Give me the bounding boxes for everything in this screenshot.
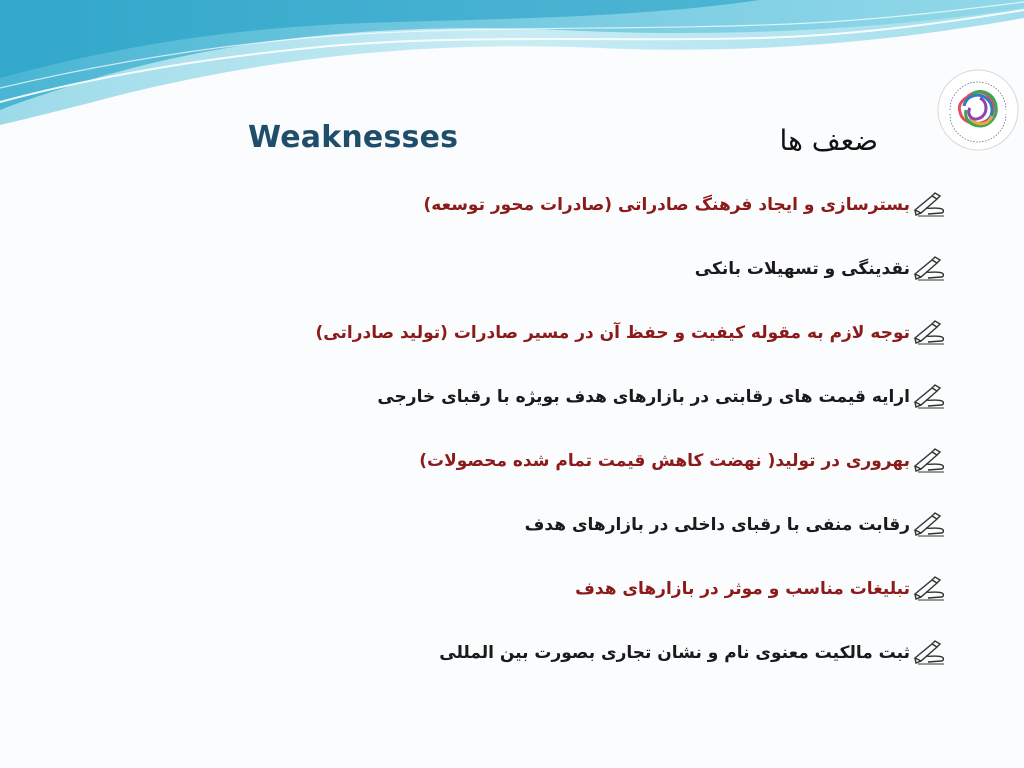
list-item-text: نقدینگی و تسهیلات بانکی	[694, 259, 910, 279]
weaknesses-list	[286, 190, 946, 702]
list-item-text: بهروری در تولید( نهضت کاهش قیمت تمام شده محصولات)	[419, 451, 910, 471]
writing-hand-icon	[912, 638, 946, 666]
list-item	[286, 638, 946, 702]
writing-hand-icon	[912, 510, 946, 538]
list-item-text: ثبت مالکیت معنوی نام و نشان تجاری بصورت بین المللی	[439, 643, 910, 663]
writing-hand-icon	[912, 254, 946, 282]
list-item-text: بسترسازی و ایجاد فرهنگ صادراتی (صادرات محور توسعه)	[423, 195, 910, 215]
list-item	[286, 446, 946, 510]
list-item-text: ارایه قیمت های رقابتی در بازارهای هدف بویژه با رقبای خارجی	[377, 387, 910, 407]
list-item-text: رقابت منفی با رقبای داخلی در بازارهای هدف	[524, 515, 910, 535]
list-item	[286, 254, 946, 318]
organization-logo	[936, 68, 1020, 152]
list-item-text: تبلیغات مناسب و موثر در بازارهای هدف	[575, 579, 910, 599]
writing-hand-icon	[912, 382, 946, 410]
writing-hand-icon	[912, 446, 946, 474]
list-item	[286, 382, 946, 446]
list-item	[286, 574, 946, 638]
writing-hand-icon	[912, 190, 946, 218]
top-wave-decoration	[0, 0, 1024, 130]
list-item-text: توجه لازم به مقوله کیفیت و حفظ آن در مسیر صادرات (تولید صادراتی)	[315, 323, 910, 343]
writing-hand-icon	[912, 574, 946, 602]
title-english: Weaknesses	[248, 120, 459, 155]
writing-hand-icon	[912, 318, 946, 346]
list-item	[286, 190, 946, 254]
list-item	[286, 318, 946, 382]
title-persian: ضعف ها	[779, 124, 878, 157]
list-item	[286, 510, 946, 574]
